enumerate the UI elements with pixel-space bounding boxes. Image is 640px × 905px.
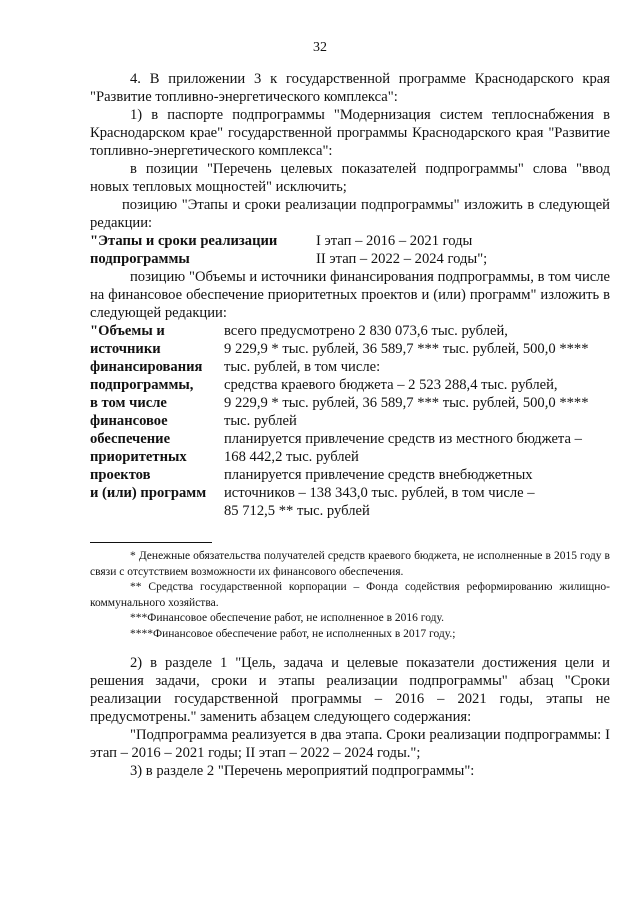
volumes-label-line: финансирования (90, 359, 203, 375)
document-body (90, 70, 610, 780)
stages-label-line: подпрограммы (90, 251, 190, 267)
volumes-label-line: источники (90, 341, 161, 357)
footnote-divider (90, 542, 212, 543)
paragraph-section-2: 3) в разделе 2 "Перечень мероприятий подпрограммы": (130, 763, 475, 779)
paragraph-amendment-4: 4. В приложении 3 к государственной программе Краснодарского края "Развитие топливно-энергетического комплекса": (90, 71, 610, 105)
footnote-4: ****Финансовое обеспечение работ, не исполненных в 2017 году.; (130, 627, 456, 640)
stage-2: II этап – 2022 – 2024 годы"; (316, 251, 488, 267)
footnote-2: ** Средства государственной корпорации – Фонда содействия реформированию жилищно-коммунального хозяйства. (90, 581, 610, 609)
paragraph-target-indicators: в позиции "Перечень целевых показателей подпрограммы" слова "ввод новых тепловых мощностей" исключить; (90, 161, 610, 195)
footnote-3: ***Финансовое обеспечение работ, не исполненное в 2016 году. (130, 612, 444, 624)
paragraph-new-text: "Подпрограмма реализуется в два этапа. Сроки реализации подпрограммы: I этап – 2016 – 2021 годы; II этап – 2022 – 2024 годы."; (90, 727, 610, 761)
stages-label (90, 232, 316, 268)
volumes-line: источников – 138 343,0 тыс. рублей, в том числе – (224, 485, 535, 501)
paragraph-section-1: 2) в разделе 1 "Цель, задача и целевые показатели достижения цели и решения задачи, сроки и этапы реализации подпрограммы" абзац "Сроки реализации государственной программы – 2016 – 2021 годы, этапы не предусмотрены." заменить абзацем следующего содержания: (90, 655, 610, 725)
paragraph-stages-intro: позицию "Этапы и сроки реализации подпрограммы" изложить в следующей редакции: (90, 197, 610, 231)
volumes-line: 168 442,2 тыс. рублей (224, 449, 359, 465)
stage-1: I этап – 2016 – 2021 годы (316, 233, 473, 249)
volumes-label-line: и (или) программ (90, 485, 207, 501)
volumes-label-line: подпрограммы, (90, 377, 194, 393)
volumes-values (224, 322, 610, 520)
volumes-line: 9 229,9 * тыс. рублей, 36 589,7 *** тыс. рублей, 500,0 **** (224, 395, 589, 411)
page-number: 32 (313, 40, 327, 55)
volumes-line: 9 229,9 * тыс. рублей, 36 589,7 *** тыс. рублей, 500,0 **** (224, 341, 589, 357)
volumes-line: планируется привлечение средств из местного бюджета – (224, 431, 582, 447)
volumes-label-line: обеспечение (90, 431, 171, 447)
volumes-line: средства краевого бюджета – 2 523 288,4 тыс. рублей, (224, 377, 558, 393)
volumes-label-line: "Объемы и (90, 323, 165, 339)
amendments-continued (90, 654, 610, 780)
paragraph-volumes-intro: позицию "Объемы и источники финансирования подпрограммы, в том числе на финансовое обеспечение приоритетных проектов и (или) программ" изложить в следующей редакции: (90, 269, 610, 321)
volumes-line: планируется привлечение средств внебюджетных (224, 467, 533, 483)
volumes-line: всего предусмотрено 2 830 073,6 тыс. рублей, (224, 323, 508, 339)
volumes-line: тыс. рублей (224, 413, 297, 429)
stages-row (90, 232, 610, 268)
volumes-row (90, 322, 610, 520)
volumes-label-line: в том числе (90, 395, 167, 411)
footnote-1: * Денежные обязательства получателей средств краевого бюджета, не исполненные в 2015 году в связи с отсутствием возможности их финансового обеспечения. (90, 550, 610, 578)
volumes-line: тыс. рублей, в том числе: (224, 359, 381, 375)
volumes-label-line: приоритетных (90, 449, 187, 465)
stages-values (316, 232, 487, 268)
volumes-line: 85 712,5 ** тыс. рублей (224, 503, 370, 519)
stages-label-line: "Этапы и сроки реализации (90, 233, 278, 249)
volumes-label-line: проектов (90, 467, 151, 483)
paragraph-passport: 1) в паспорте подпрограммы "Модернизация систем теплоснабжения в Краснодарском крае" государственной программы Краснодарского края "Развитие топливно-энергетического комплекса": (90, 107, 610, 159)
volumes-label (90, 322, 224, 520)
volumes-label-line: финансовое (90, 413, 168, 429)
